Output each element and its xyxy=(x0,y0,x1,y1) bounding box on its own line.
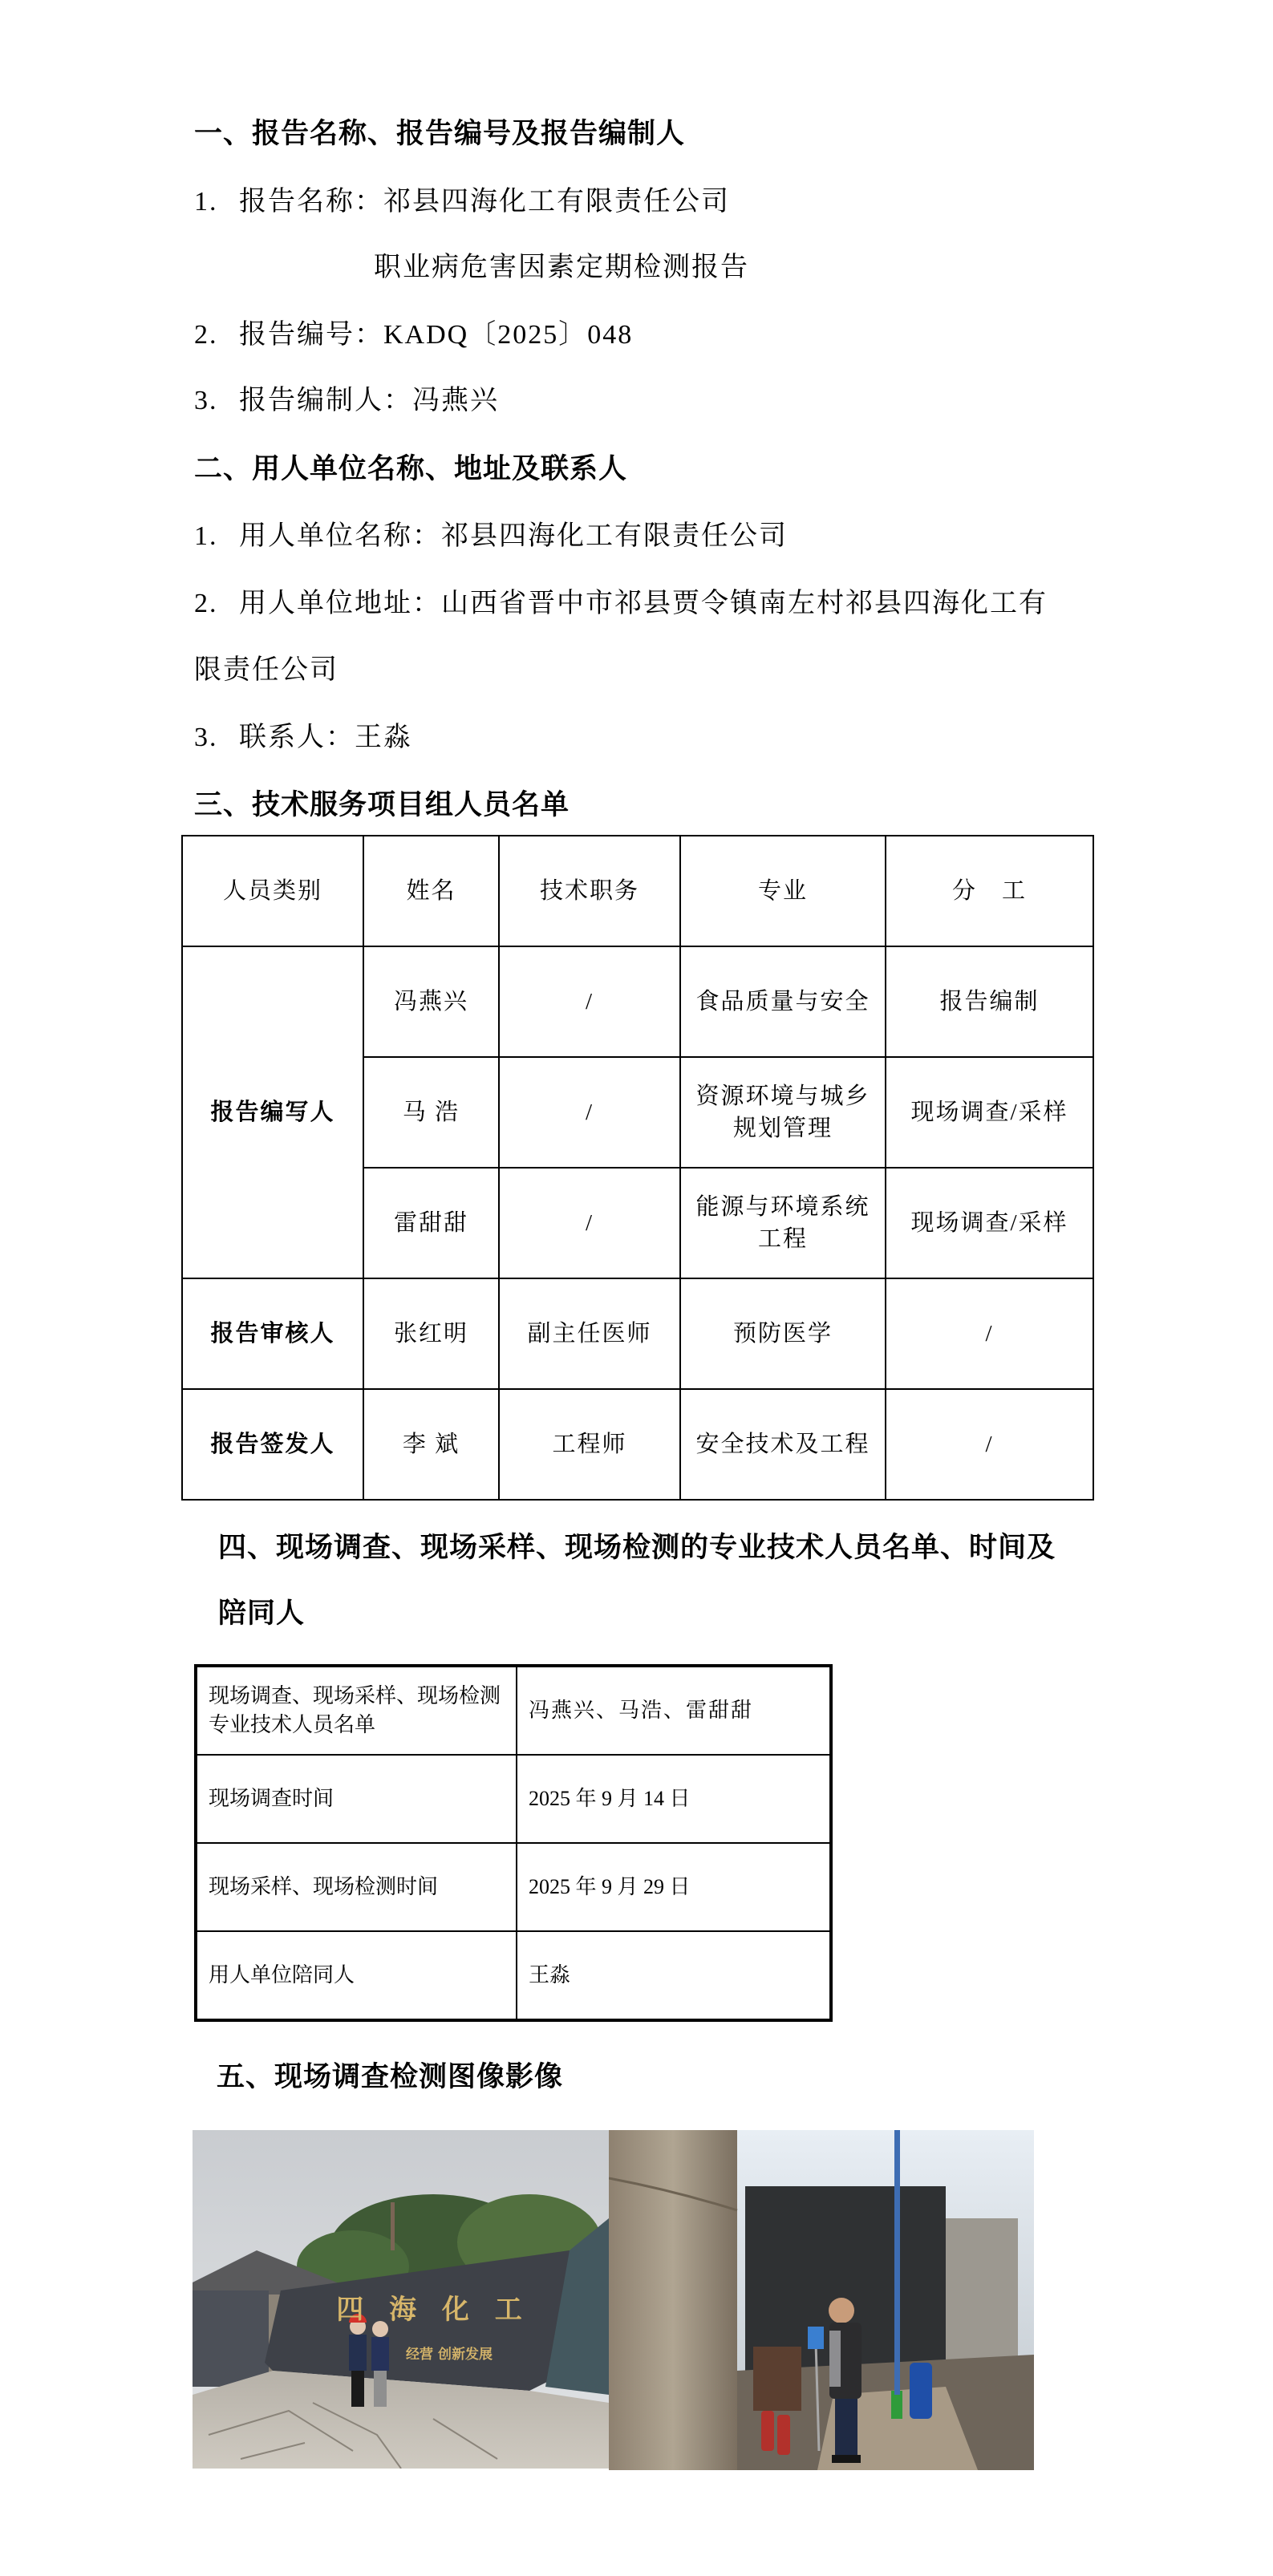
title-cell: / xyxy=(499,946,680,1057)
duty-cell: 现场调查/采样 xyxy=(886,1057,1093,1168)
duty-cell: 报告编制 xyxy=(886,946,1093,1057)
sign-text: 四 海 化 工 xyxy=(336,2294,530,2326)
site-photo-gate xyxy=(193,2130,609,2469)
item-label: 报告编号： xyxy=(239,320,383,350)
category-cell: 报告审核人 xyxy=(182,1278,363,1389)
section-5-heading: 五、现场调查检测图像影像 xyxy=(217,2061,564,2092)
item-number: 3. xyxy=(194,386,218,415)
item-label: 联系人： xyxy=(239,723,355,752)
employer-address-item xyxy=(194,588,1048,620)
item-label: 用人单位名称： xyxy=(239,521,441,551)
report-number-item xyxy=(194,319,633,351)
header-title: 技术职务 xyxy=(499,836,680,946)
table-row xyxy=(182,1278,1093,1389)
project-team-table xyxy=(181,835,1094,1501)
duty-cell: / xyxy=(886,1278,1093,1389)
title-cell: 副主任医师 xyxy=(499,1278,680,1389)
name-cell: 李 斌 xyxy=(363,1389,499,1500)
report-author-item xyxy=(194,385,499,417)
section-2-heading: 二、用人单位名称、地址及联系人 xyxy=(194,453,628,484)
item-number: 1. xyxy=(194,521,218,551)
title-cell: 工程师 xyxy=(499,1389,680,1500)
major-cell: 预防医学 xyxy=(680,1278,886,1389)
companion-label: 用人单位陪同人 xyxy=(196,1931,517,2020)
contact-item xyxy=(194,722,412,754)
header-name: 姓名 xyxy=(363,836,499,946)
table-row xyxy=(196,1755,831,1843)
field-staff-table xyxy=(194,1664,833,2022)
sampling-time-label: 现场采样、现场检测时间 xyxy=(196,1843,517,1931)
duty-cell: / xyxy=(886,1389,1093,1500)
table-row xyxy=(196,1666,831,1755)
major-cell: 安全技术及工程 xyxy=(680,1389,886,1500)
survey-time-value: 2025 年 9 月 14 日 xyxy=(517,1755,831,1843)
employer-address-value: 山西省晋中市祁县贾令镇南左村祁县四海化工有 xyxy=(441,589,1048,618)
report-name-value: 祁县四海化工有限责任公司 xyxy=(383,187,730,217)
table-header-row xyxy=(182,836,1093,946)
item-label: 报告名称： xyxy=(239,187,383,217)
report-name-value-line2: 职业病危害因素定期检测报告 xyxy=(374,253,749,282)
table-row xyxy=(182,1389,1093,1500)
employer-name-value: 祁县四海化工有限责任公司 xyxy=(441,521,788,551)
category-cell: 报告编写人 xyxy=(182,946,363,1278)
section-1-heading: 一、报告名称、报告编号及报告编制人 xyxy=(194,118,686,149)
header-category: 人员类别 xyxy=(182,836,363,946)
section-3-heading: 三、技术服务项目组人员名单 xyxy=(194,789,570,820)
section-4-heading: 四、现场调查、现场采样、现场检测的专业技术人员名单、时间及 xyxy=(218,1532,1056,1563)
sampling-time-value: 2025 年 9 月 29 日 xyxy=(517,1843,831,1931)
item-label: 用人单位地址： xyxy=(239,589,441,618)
name-cell: 张红明 xyxy=(363,1278,499,1389)
staff-list-label: 现场调查、现场采样、现场检测专业技术人员名单 xyxy=(196,1666,517,1755)
report-number-value: KADQ〔2025〕048 xyxy=(383,320,634,350)
name-cell: 马 浩 xyxy=(363,1057,499,1168)
major-cell: 能源与环境系统工程 xyxy=(680,1168,886,1278)
gate-photo-illustration xyxy=(193,2130,609,2469)
companion-value: 王淼 xyxy=(517,1931,831,2020)
workshop-photo-illustration xyxy=(609,2130,1034,2470)
report-author-value: 冯燕兴 xyxy=(412,386,499,415)
title-cell: / xyxy=(499,1057,680,1168)
report-name-item xyxy=(194,186,730,218)
header-major: 专业 xyxy=(680,836,886,946)
survey-time-label: 现场调查时间 xyxy=(196,1755,517,1843)
table-row xyxy=(196,1931,831,2020)
item-number: 2. xyxy=(194,320,218,350)
category-cell: 报告签发人 xyxy=(182,1389,363,1500)
duty-cell: 现场调查/采样 xyxy=(886,1168,1093,1278)
item-number: 2. xyxy=(194,589,218,618)
table-row xyxy=(196,1843,831,1931)
sign-slogan: 经营 创新发展 xyxy=(406,2347,493,2363)
section-4-heading-line2: 陪同人 xyxy=(218,1598,306,1629)
employer-address-value-line2: 限责任公司 xyxy=(194,655,339,685)
staff-list-value: 冯燕兴、马浩、雷甜甜 xyxy=(517,1666,831,1755)
table-row xyxy=(182,946,1093,1057)
site-photo-workshop xyxy=(609,2130,1034,2470)
header-duty: 分 工 xyxy=(886,836,1093,946)
title-cell: / xyxy=(499,1168,680,1278)
item-number: 1. xyxy=(194,187,218,217)
employer-name-item xyxy=(194,520,788,553)
major-cell: 食品质量与安全 xyxy=(680,946,886,1057)
item-label: 报告编制人： xyxy=(239,386,412,415)
name-cell: 雷甜甜 xyxy=(363,1168,499,1278)
major-cell: 资源环境与城乡规划管理 xyxy=(680,1057,886,1168)
contact-value: 王淼 xyxy=(355,723,412,752)
name-cell: 冯燕兴 xyxy=(363,946,499,1057)
item-number: 3. xyxy=(194,723,218,752)
